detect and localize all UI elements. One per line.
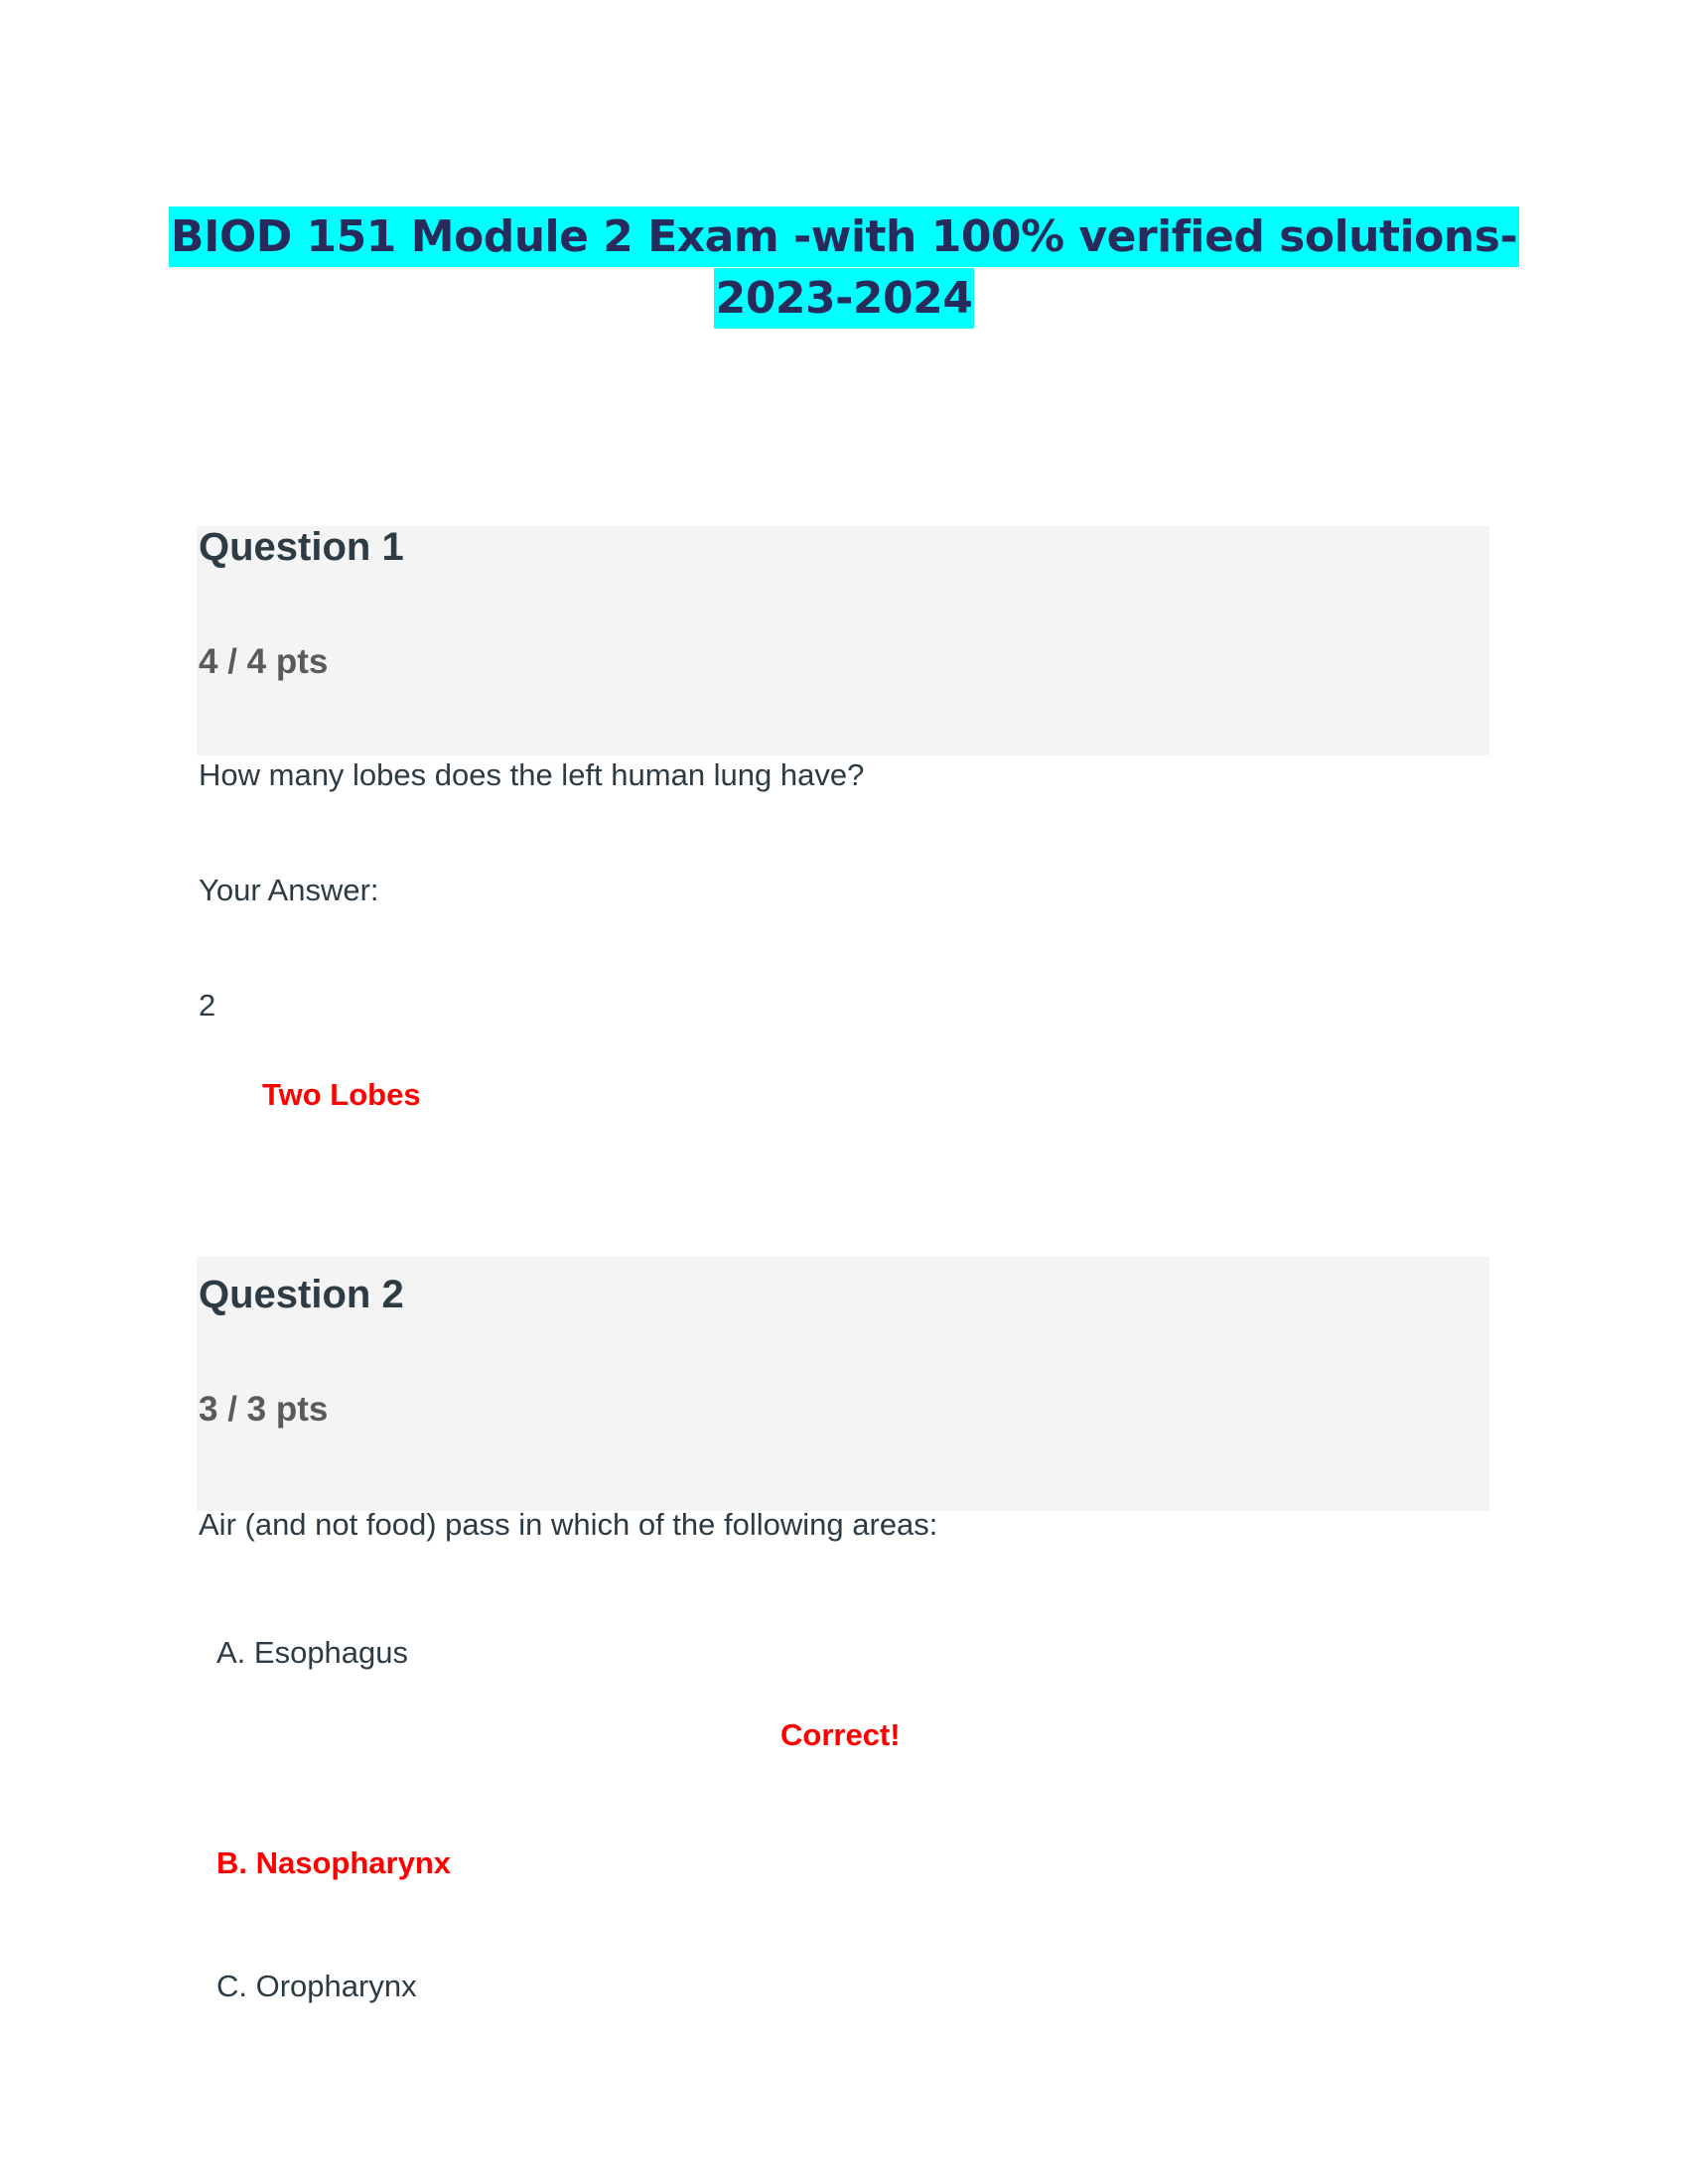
question-1-answer-value: 2 <box>199 988 216 1023</box>
question-1-prompt: How many lobes does the left human lung have? <box>199 757 865 792</box>
document-title-year: 2023-2024 <box>714 268 975 329</box>
question-1-answer-label: Your Answer: <box>199 873 379 907</box>
question-2-option-a: A. Esophagus <box>216 1635 409 1670</box>
question-2-option-b-selected: B. Nasopharynx <box>216 1845 452 1880</box>
question-2-option-c: C. Oropharynx <box>216 1969 417 2003</box>
question-2-heading: Question 2 <box>199 1273 404 1316</box>
document-title-line-2-wrap <box>0 268 1688 329</box>
document-title-line-1-wrap <box>0 206 1688 267</box>
question-2-status-correct: Correct! <box>780 1717 901 1752</box>
question-2-points: 3 / 3 pts <box>199 1390 329 1429</box>
document-title: BIOD 151 Module 2 Exam -with 100% verified solutions- <box>169 206 1519 267</box>
question-1-points: 4 / 4 pts <box>199 642 329 681</box>
question-2-prompt: Air (and not food) pass in which of the following areas: <box>199 1507 938 1542</box>
question-1-correct-note: Two Lobes <box>262 1077 421 1112</box>
question-1-heading: Question 1 <box>199 525 404 569</box>
